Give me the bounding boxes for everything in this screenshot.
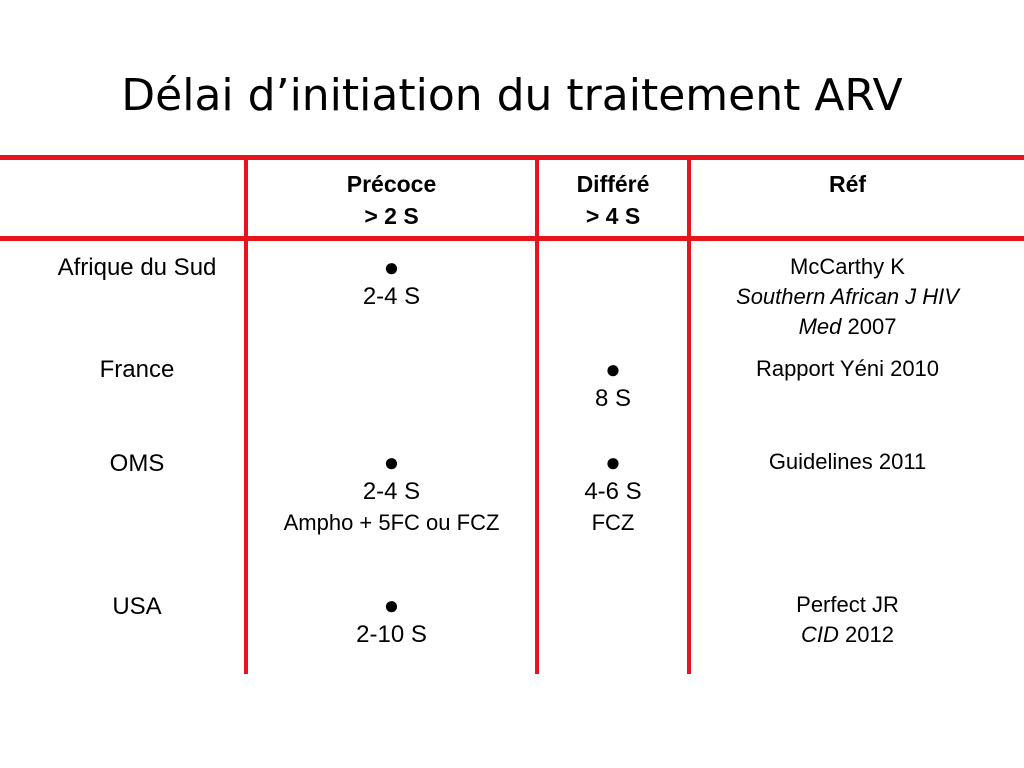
header-precoce xyxy=(248,168,535,232)
row-oms-ref: Guidelines 2011 xyxy=(768,449,927,474)
row-afrique-du-sud-precoce xyxy=(248,253,535,313)
header-precoce-threshold: > 2 S xyxy=(364,203,419,229)
delay-value: 4-6 S xyxy=(584,478,642,505)
ref-journal: Southern African J HIV xyxy=(736,284,959,309)
ref-year: 2012 xyxy=(845,622,894,647)
table-header-rule xyxy=(0,236,1024,241)
ref-author: McCarthy K xyxy=(790,254,905,279)
row-france-differe xyxy=(539,355,687,415)
delay-note: FCZ xyxy=(591,510,635,535)
row-oms-precoce xyxy=(248,448,535,538)
delay-value: 2-4 S xyxy=(362,478,421,505)
row-country-france: France xyxy=(99,356,175,383)
delay-note: Ampho + 5FC ou FCZ xyxy=(283,510,500,535)
bullet-marker: ● xyxy=(383,252,400,282)
header-differe-threshold: > 4 S xyxy=(585,203,641,229)
delay-value: 8 S xyxy=(594,385,632,412)
bullet-marker: ● xyxy=(383,590,400,620)
row-country-usa: USA xyxy=(112,593,162,620)
row-usa-precoce xyxy=(248,591,535,651)
header-differe xyxy=(539,168,687,232)
row-oms-differe xyxy=(539,448,687,538)
bullet-marker: ● xyxy=(383,447,400,477)
row-usa-ref xyxy=(691,590,1004,650)
ref-year: 2007 xyxy=(847,314,897,339)
bullet-marker: ● xyxy=(605,354,621,384)
column-divider-2 xyxy=(535,158,539,674)
header-precoce-label: Précoce xyxy=(346,171,437,197)
row-france-ref: Rapport Yéni 2010 xyxy=(755,356,940,381)
bullet-marker: ● xyxy=(605,447,621,477)
ref-journal-cont: Med xyxy=(798,314,842,339)
row-country-oms: OMS xyxy=(109,450,165,477)
row-afrique-du-sud-ref xyxy=(691,252,1004,342)
ref-journal: CID xyxy=(801,622,839,647)
table-top-rule xyxy=(0,155,1024,160)
delay-value: 2-10 S xyxy=(356,621,427,648)
header-differe-label: Différé xyxy=(576,171,650,197)
row-country-afrique-du-sud: Afrique du Sud xyxy=(57,254,217,281)
delay-value: 2-4 S xyxy=(362,283,421,310)
slide-title: Délai d’initiation du traitement ARV xyxy=(121,70,903,121)
header-ref: Réf xyxy=(828,171,867,197)
ref-author: Perfect JR xyxy=(796,592,899,617)
